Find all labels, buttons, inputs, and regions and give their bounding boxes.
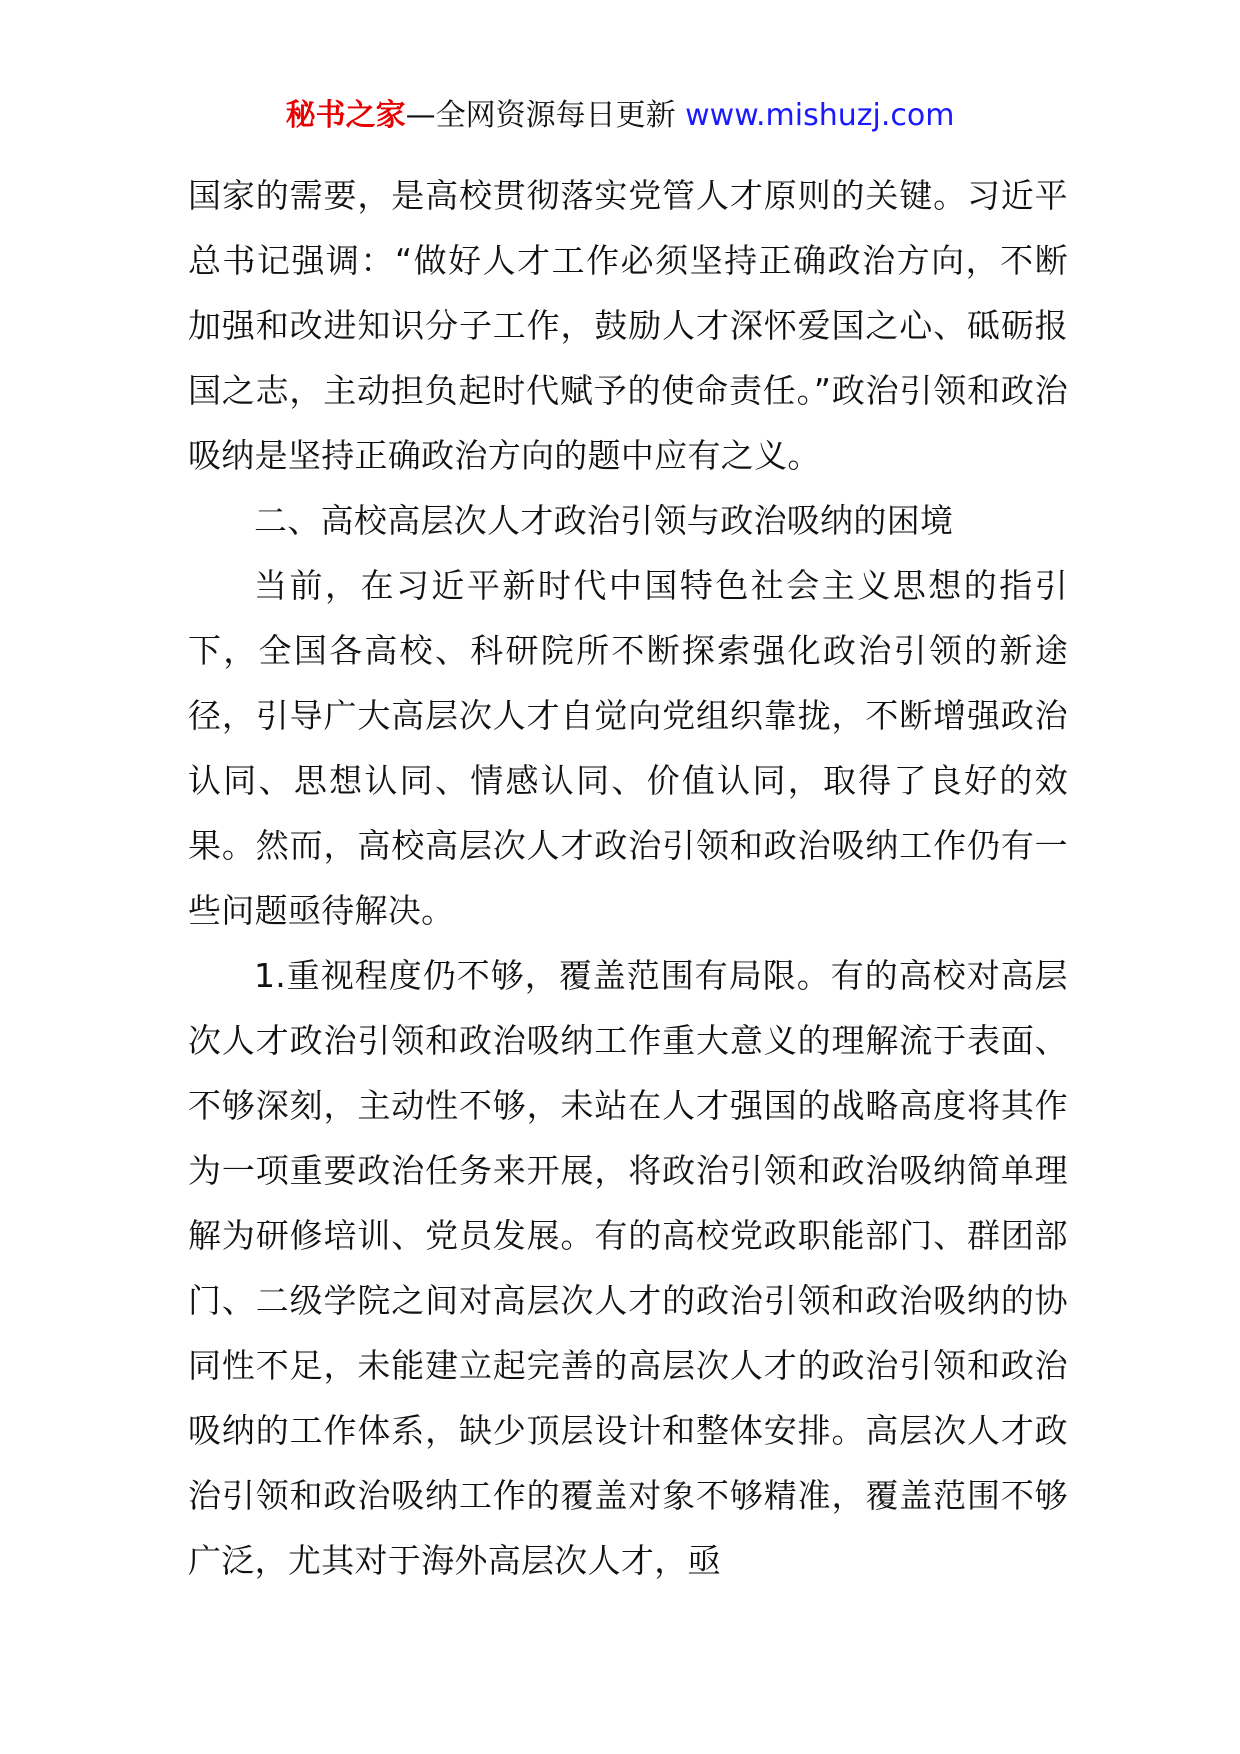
- site-url-link[interactable]: www.mishuzj.com: [685, 98, 955, 133]
- site-brand: 秘书之家: [285, 98, 406, 133]
- site-tagline: —全网资源每日更新: [405, 98, 686, 133]
- paragraph-continuation: 国家的需要，是高校贯彻落实党管人才原则的关键。习近平总书记强调：“做好人才工作必须坚持正确政治方向，不断加强和改进知识分子工作，鼓励人才深怀爱国之心、砥砺报国之志，主动担负起时代赋予的使命责任。”政治引领和政治吸纳是坚持正确政治方向的题中应有之义。: [188, 176, 1068, 475]
- paragraph-current-situation: 当前，在习近平新时代中国特色社会主义思想的指引下，全国各高校、科研院所不断探索强化政治引领的新途径，引导广大高层次人才自觉向党组织靠拢，不断增强政治认同、思想认同、情感认同、价值认同，取得了良好的效果。然而，高校高层次人才政治引领和政治吸纳工作仍有一些问题亟待解决。: [188, 566, 1068, 930]
- site-header: [0, 96, 1240, 136]
- paragraph-point-1: 1.重视程度仍不够，覆盖范围有局限。有的高校对高层次人才政治引领和政治吸纳工作重大意义的理解流于表面、不够深刻，主动性不够，未站在人才强国的战略高度将其作为一项重要政治任务来开展，将政治引领和政治吸纳简单理解为研修培训、党员发展。有的高校党政职能部门、群团部门、二级学院之间对高层次人才的政治引领和政治吸纳的协同性不足，未能建立起完善的高层次人才的政治引领和政治吸纳的工作体系，缺少顶层设计和整体安排。高层次人才政治引领和政治吸纳工作的覆盖对象不够精准，覆盖范围不够广泛，尤其对于海外高层次人才，亟: [188, 956, 1068, 1580]
- section-heading: 二、高校高层次人才政治引领与政治吸纳的困境: [254, 501, 954, 540]
- document-body: [188, 163, 1068, 1593]
